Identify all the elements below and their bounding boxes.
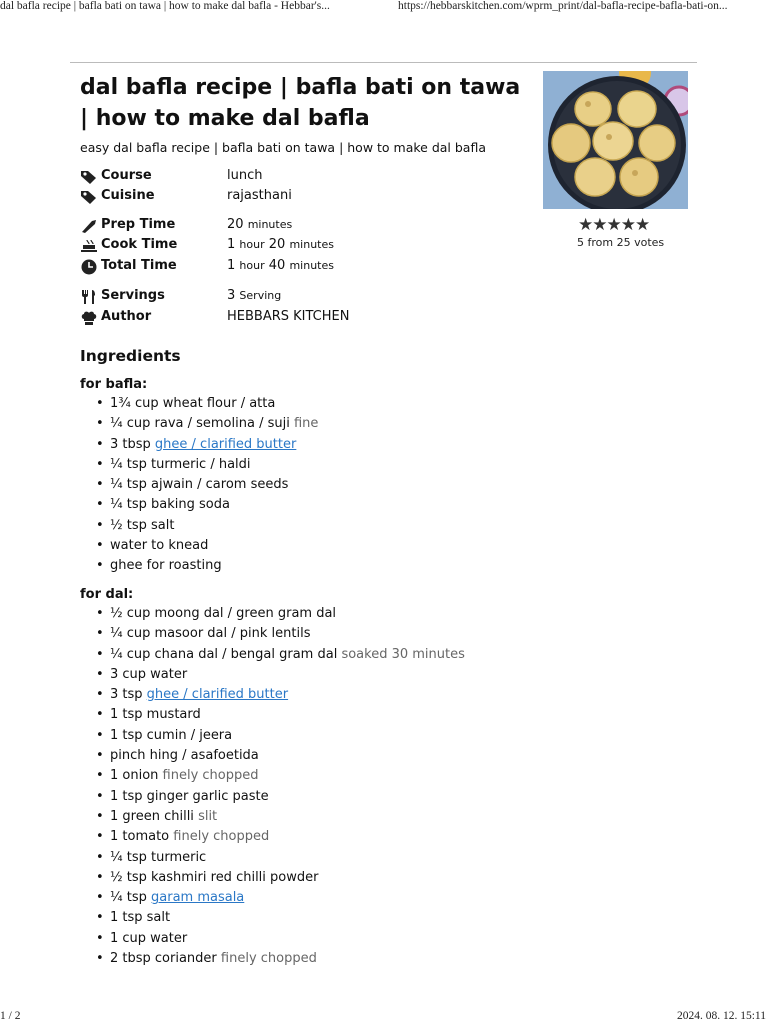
dal-ingredient-list xyxy=(80,604,465,969)
print-header xyxy=(0,0,768,14)
meta-author xyxy=(80,309,530,329)
bafla-group-heading: for bafla: xyxy=(80,377,148,392)
ingredient-text: 1 tsp ginger garlic paste xyxy=(110,788,269,804)
cook-minutes: 20 xyxy=(268,237,286,252)
page-url: https://hebbarskitchen.com/wprm_print/dal-bafla-recipe-bafla-bati-on... xyxy=(398,0,728,12)
ingredient-text: 1 cup water xyxy=(110,930,188,946)
servings-unit: Serving xyxy=(239,289,282,302)
ingredient-text: 1 tsp cumin / jeera xyxy=(110,727,233,743)
ingredient-item xyxy=(80,868,465,888)
ingredient-item xyxy=(80,414,318,434)
ingredient-note: slit xyxy=(198,808,218,824)
total-minutes: 40 xyxy=(268,258,286,273)
ingredient-text: ¼ cup rava / semolina / suji xyxy=(110,416,290,432)
cook-time-value xyxy=(227,237,334,252)
ingredient-note: soaked 30 minutes xyxy=(341,646,465,662)
ingredient-text: ¼ tsp xyxy=(110,890,147,906)
ingredient-text: 1 tomato xyxy=(110,829,170,845)
cook-minutes-unit: minutes xyxy=(289,238,334,251)
ingredient-item xyxy=(80,787,465,807)
prep-time-label: Prep Time xyxy=(101,217,176,232)
recipe-image xyxy=(543,71,688,209)
servings-count: 3 xyxy=(227,288,236,303)
ingredient-text: ¼ tsp turmeric xyxy=(110,849,207,865)
rating-stars[interactable]: ★★★★★ xyxy=(578,215,650,235)
ingredients-heading: Ingredients xyxy=(80,347,181,365)
meta-total-time xyxy=(80,258,530,278)
ingredient-text: ½ cup moong dal / green gram dal xyxy=(110,606,337,621)
ingredient-item xyxy=(80,929,465,949)
page-number: 1 / 2 xyxy=(0,1010,21,1022)
author-value: HEBBARS KITCHEN xyxy=(227,309,350,324)
ingredient-text: 1 onion xyxy=(110,768,159,784)
ingredient-item xyxy=(80,807,465,827)
page-title-header: dal bafla recipe | bafla bati on tawa | how to make dal bafla - Hebbar's... xyxy=(0,0,330,12)
print-timestamp: 2024. 08. 12. 15:11 xyxy=(676,1010,766,1022)
prep-time-value xyxy=(227,217,292,232)
ingredient-note: finely chopped xyxy=(173,829,270,845)
ingredient-item xyxy=(80,685,465,705)
course-value: lunch xyxy=(227,168,263,183)
meta-course xyxy=(80,168,530,188)
ingredient-text: 1¾ cup wheat flour / atta xyxy=(110,396,276,411)
ingredient-text: ¼ cup chana dal / bengal gram dal xyxy=(110,646,338,662)
ingredient-item xyxy=(80,556,318,576)
tag-icon xyxy=(80,189,98,205)
meta-prep-time xyxy=(80,217,530,237)
ingredient-item xyxy=(80,726,465,746)
ingredient-text: 1 green chilli xyxy=(110,808,194,824)
ingredient-item xyxy=(80,495,318,515)
rating-votes: 5 from 25 votes xyxy=(577,236,665,249)
ingredient-text: 1 tsp salt xyxy=(110,910,171,926)
ingredient-item xyxy=(80,394,318,414)
ingredient-item xyxy=(80,888,465,908)
prep-minutes-unit: minutes xyxy=(247,218,293,231)
ingredient-item xyxy=(80,536,318,556)
tag-icon xyxy=(80,169,98,185)
recipe-summary: easy dal bafla recipe | bafla bati on tawa | how to make dal bafla xyxy=(80,140,486,155)
recipe-title: dal bafla recipe | bafla bati on tawa | how to make dal bafla xyxy=(80,75,521,131)
ingredient-text: 3 tsp xyxy=(110,687,143,703)
ingredient-text: ¼ tsp turmeric / haldi xyxy=(110,456,251,472)
ingredient-item xyxy=(80,624,465,644)
chef-hat-icon xyxy=(80,310,98,326)
ingredient-item xyxy=(80,604,465,624)
course-label: Course xyxy=(101,168,152,183)
ingredient-text: ¼ tsp baking soda xyxy=(110,497,230,513)
cuisine-value: rajasthani xyxy=(227,188,292,203)
ingredient-text: ½ tsp kashmiri red chilli powder xyxy=(110,869,319,885)
ingredient-item xyxy=(80,455,318,475)
bafla-ingredient-list xyxy=(80,394,318,577)
ingredient-item xyxy=(80,435,318,455)
ingredient-item xyxy=(80,949,465,969)
ingredient-item xyxy=(80,746,465,766)
dal-bafla-photo xyxy=(543,71,688,209)
cook-hours-unit: hour xyxy=(239,238,265,251)
cuisine-label: Cuisine xyxy=(101,188,155,203)
ingredient-item xyxy=(80,645,465,665)
dal-group-heading: for dal: xyxy=(80,587,134,602)
ingredient-text: water to knead xyxy=(110,538,209,554)
cook-time-label: Cook Time xyxy=(101,237,178,252)
total-minutes-unit: minutes xyxy=(289,259,334,272)
ingredient-note: fine xyxy=(293,416,319,432)
ingredient-item xyxy=(80,516,318,536)
ingredient-text: 1 tsp mustard xyxy=(110,707,201,723)
ingredient-text: pinch hing / asafoetida xyxy=(110,748,259,764)
ingredient-note: finely chopped xyxy=(220,951,317,967)
ingredient-link[interactable]: ghee / clarified butter xyxy=(146,687,289,703)
clock-icon xyxy=(80,259,98,275)
ingredient-item xyxy=(80,766,465,786)
fork-knife-icon xyxy=(80,289,98,305)
meta-servings xyxy=(80,288,530,308)
ingredient-item xyxy=(80,665,465,685)
meta-cook-time xyxy=(80,237,530,257)
ingredient-text: 3 tbsp xyxy=(110,436,151,452)
meta-cuisine xyxy=(80,188,530,208)
cook-hours: 1 xyxy=(227,237,236,252)
ingredient-text: 3 cup water xyxy=(110,666,188,682)
total-hours: 1 xyxy=(227,258,236,273)
cooking-pot-icon xyxy=(80,238,98,254)
knife-icon xyxy=(80,218,98,234)
ingredient-item xyxy=(80,848,465,868)
ingredient-text: ghee for roasting xyxy=(110,558,222,574)
servings-value xyxy=(227,288,281,303)
author-label: Author xyxy=(101,309,152,324)
servings-label: Servings xyxy=(101,288,165,303)
ingredient-item xyxy=(80,827,465,847)
ingredient-text: ¼ cup masoor dal / pink lentils xyxy=(110,626,311,642)
ingredient-item xyxy=(80,475,318,495)
ingredient-link[interactable]: garam masala xyxy=(151,890,245,906)
total-hours-unit: hour xyxy=(239,259,265,272)
ingredient-text: 2 tbsp coriander xyxy=(110,951,217,967)
divider xyxy=(70,62,697,63)
ingredient-note: finely chopped xyxy=(162,768,259,784)
total-time-value xyxy=(227,258,334,273)
ingredient-text: ½ tsp salt xyxy=(110,517,175,533)
total-time-label: Total Time xyxy=(101,258,177,273)
prep-minutes: 20 xyxy=(227,217,244,232)
ingredient-link[interactable]: ghee / clarified butter xyxy=(154,436,297,452)
ingredient-item xyxy=(80,705,465,725)
ingredient-item xyxy=(80,908,465,928)
ingredient-text: ¼ tsp ajwain / carom seeds xyxy=(110,477,289,493)
